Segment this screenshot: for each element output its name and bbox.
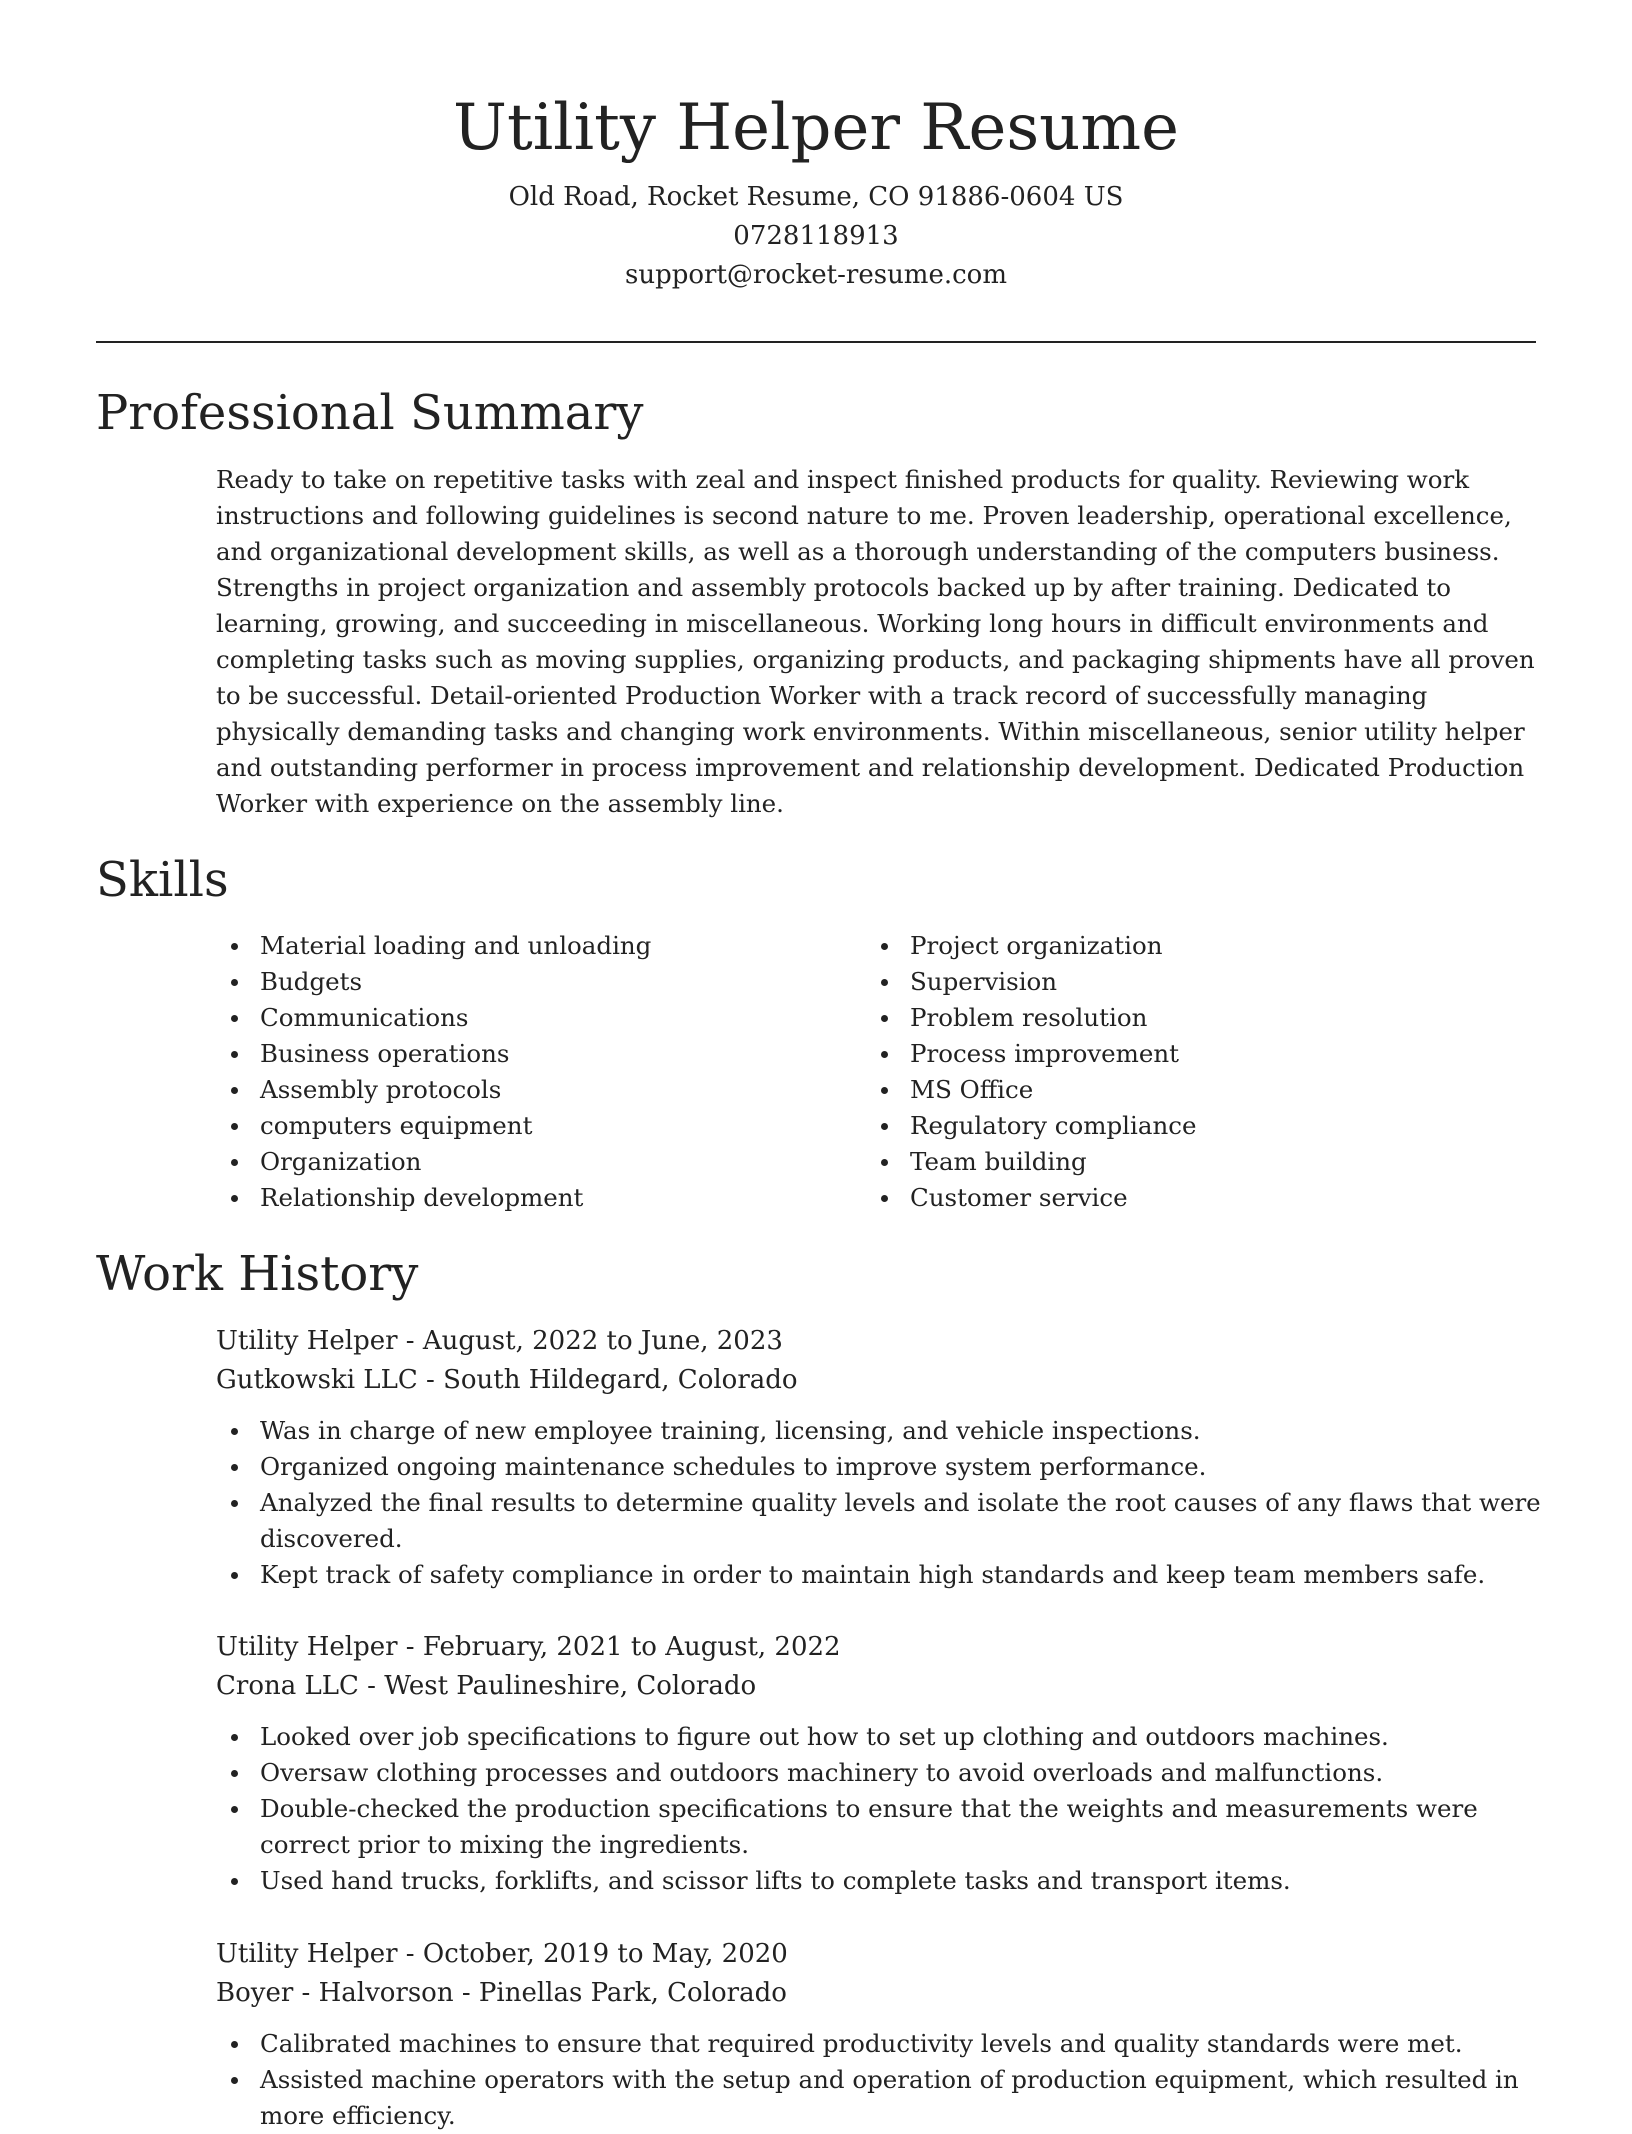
job-company: Boyer - Halvorson (216, 1978, 454, 2008)
job-entry (216, 1628, 1541, 1899)
job-location: South Hildegard, Colorado (443, 1365, 798, 1395)
skill-item: Customer service (866, 1180, 1516, 1216)
job-dates: October, 2019 to May, 2020 (422, 1939, 788, 1969)
contact-phone: 0728118913 (733, 221, 899, 251)
job-duty: Was in charge of new employee training, licensing, and vehicle inspections. (216, 1413, 1541, 1449)
job-duties (216, 1413, 1541, 1593)
job-entry (216, 1935, 1541, 2134)
section-title-work-history: Work History (96, 1246, 419, 1302)
skill-item: Organization (216, 1144, 866, 1180)
header-divider (96, 341, 1536, 343)
skills-column-right (866, 928, 1516, 1216)
job-duty: Oversaw clothing processes and outdoors machinery to avoid overloads and malfunctions. (216, 1755, 1541, 1791)
summary-text: Ready to take on repetitive tasks with zeal and inspect finished products for quality. Reviewing work instructions and following guidelines is second nature to me. Proven leadership, operational excellence, and organizational development skills, as well as a thorough understanding of the computers business. Strengths in project organization and assembly protocols backed up by after training. Dedicated to learning, growing, and succeeding in miscellaneous. Working long hours in difficult environments and completing tasks such as moving supplies, organizing products, and packaging shipments have all proven to be successful. Detail-oriented Production Worker with a track record of successfully managing physically demanding tasks and changing work environments. Within miscellaneous, senior utility helper and outstanding performer in process improvement and relationship development. Dedicated Production Worker with experience on the assembly line. (216, 465, 1535, 818)
job-heading: Utility Helper - August, 2022 to June, 2023 (216, 1326, 783, 1356)
skill-item: Regulatory compliance (866, 1108, 1516, 1144)
skills-list (216, 928, 1536, 1216)
job-employer: Crona LLC - West Paulineshire, Colorado (216, 1671, 757, 1701)
job-duty: Analyzed the final results to determine quality levels and isolate the root causes of any flaws that were discovered. (216, 1485, 1541, 1557)
skill-item: Communications (216, 1000, 866, 1036)
job-location: Pinellas Park, Colorado (478, 1978, 787, 2008)
job-duties (216, 2026, 1541, 2134)
job-duty: Kept track of safety compliance in order to maintain high standards and keep team members safe. (216, 1557, 1541, 1593)
job-location: West Paulineshire, Colorado (384, 1671, 757, 1701)
job-duty: Looked over job specifications to figure out how to set up clothing and outdoors machines. (216, 1719, 1541, 1755)
job-company: Crona LLC (216, 1671, 359, 1701)
skill-item: Problem resolution (866, 1000, 1516, 1036)
job-heading: Utility Helper - October, 2019 to May, 2020 (216, 1939, 788, 1969)
skill-item: Material loading and unloading (216, 928, 866, 964)
job-company: Gutkowski LLC (216, 1365, 418, 1395)
skill-item: Relationship development (216, 1180, 866, 1216)
job-duties (216, 1719, 1541, 1899)
job-employer: Boyer - Halvorson - Pinellas Park, Colorado (216, 1978, 787, 2008)
contact-email: support@rocket-resume.com (624, 260, 1007, 290)
job-heading: Utility Helper - February, 2021 to August, 2022 (216, 1632, 841, 1662)
skills-column-left (216, 928, 866, 1216)
job-duty: Used hand trucks, forklifts, and scissor lifts to complete tasks and transport items. (216, 1863, 1541, 1899)
job-title: Utility Helper (216, 1939, 398, 1969)
skill-item: MS Office (866, 1072, 1516, 1108)
skill-item: Process improvement (866, 1036, 1516, 1072)
job-dates: August, 2022 to June, 2023 (422, 1326, 783, 1356)
contact-info (96, 178, 1536, 295)
job-duty: Organized ongoing maintenance schedules to improve system performance. (216, 1449, 1541, 1485)
job-dates: February, 2021 to August, 2022 (422, 1632, 841, 1662)
section-title-summary: Professional Summary (96, 385, 644, 441)
resume-title: Utility Helper Resume (453, 91, 1179, 165)
skill-item: Assembly protocols (216, 1072, 866, 1108)
job-entry (216, 1322, 1541, 1593)
resume-header (96, 80, 1536, 295)
section-title-skills: Skills (96, 852, 229, 908)
skill-item: Project organization (866, 928, 1516, 964)
contact-address: Old Road, Rocket Resume, CO 91886-0604 US (508, 182, 1124, 212)
job-employer: Gutkowski LLC - South Hildegard, Colorado (216, 1365, 798, 1395)
job-duty: Calibrated machines to ensure that required productivity levels and quality standards were met. (216, 2026, 1541, 2062)
job-duty: Assisted machine operators with the setup and operation of production equipment, which resulted in more efficiency. (216, 2062, 1541, 2134)
skill-item: computers equipment (216, 1108, 866, 1144)
skill-item: Business operations (216, 1036, 866, 1072)
job-title: Utility Helper (216, 1326, 398, 1356)
job-title: Utility Helper (216, 1632, 398, 1662)
skill-item: Team building (866, 1144, 1516, 1180)
job-duty: Double-checked the production specifications to ensure that the weights and measurements were correct prior to mixing the ingredients. (216, 1791, 1541, 1863)
skill-item: Budgets (216, 964, 866, 1000)
skill-item: Supervision (866, 964, 1516, 1000)
